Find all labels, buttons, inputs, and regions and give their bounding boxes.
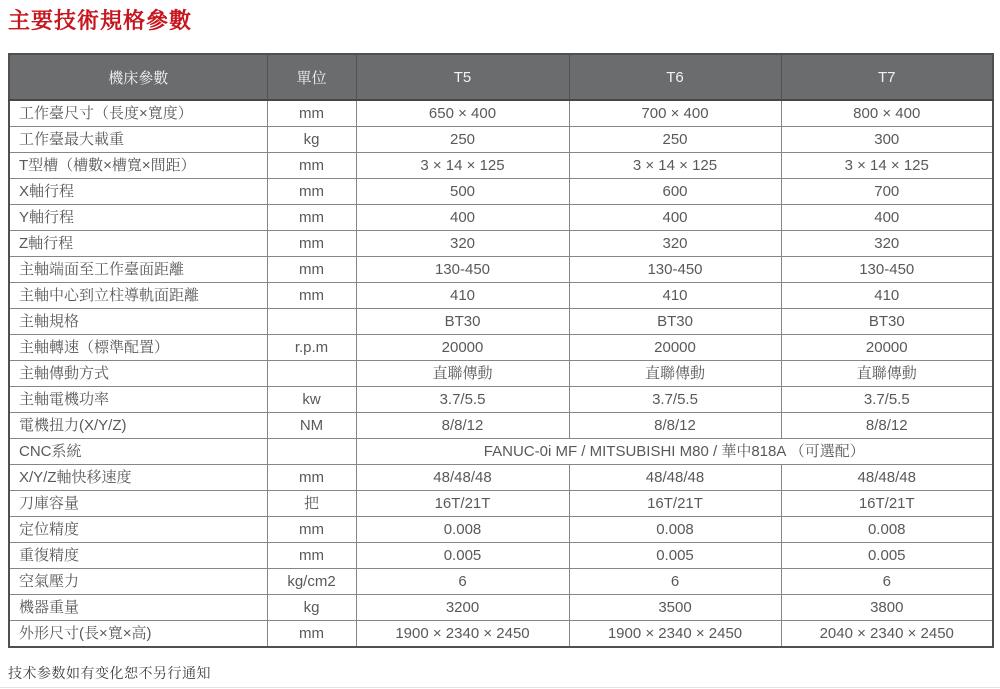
bottom-divider <box>0 687 1000 688</box>
value-cell: 3 × 14 × 125 <box>356 153 569 179</box>
table-row <box>9 517 993 543</box>
value-cell-span: FANUC-0i MF / MITSUBISHI M80 / 華中818A （可選配） <box>356 439 993 465</box>
unit-cell: 把 <box>267 491 356 517</box>
row-label: T型槽（槽數×槽寬×間距） <box>9 153 267 179</box>
value-cell: 130-450 <box>781 257 993 283</box>
unit-cell: kg <box>267 595 356 621</box>
value-cell: 300 <box>781 127 993 153</box>
table-row <box>9 413 993 439</box>
table-row <box>9 309 993 335</box>
row-label: 外形尺寸(長×寬×高) <box>9 621 267 648</box>
value-cell: 3 × 14 × 125 <box>781 153 993 179</box>
value-cell: 20000 <box>781 335 993 361</box>
value-cell: 3200 <box>356 595 569 621</box>
value-cell: 400 <box>569 205 781 231</box>
unit-cell: mm <box>267 153 356 179</box>
value-cell: 6 <box>781 569 993 595</box>
column-header-0: 機床參數 <box>9 54 267 100</box>
row-label: 刀庫容量 <box>9 491 267 517</box>
row-label: X/Y/Z軸快移速度 <box>9 465 267 491</box>
row-label: 機器重量 <box>9 595 267 621</box>
value-cell: 3800 <box>781 595 993 621</box>
value-cell: 320 <box>569 231 781 257</box>
row-label: Z軸行程 <box>9 231 267 257</box>
footnote: 技术参数如有变化恕不另行通知 <box>8 665 211 681</box>
value-cell: 400 <box>781 205 993 231</box>
table-row <box>9 283 993 309</box>
value-cell: BT30 <box>356 309 569 335</box>
unit-cell: NM <box>267 413 356 439</box>
row-label: 主軸電機功率 <box>9 387 267 413</box>
row-label: 工作臺最大載重 <box>9 127 267 153</box>
value-cell: 0.008 <box>781 517 993 543</box>
row-label: 電機扭力(X/Y/Z) <box>9 413 267 439</box>
unit-cell: mm <box>267 100 356 127</box>
value-cell: 0.005 <box>356 543 569 569</box>
column-header-1: 單位 <box>267 54 356 100</box>
table-row <box>9 387 993 413</box>
value-cell: 48/48/48 <box>569 465 781 491</box>
value-cell: 1900 × 2340 × 2450 <box>356 621 569 648</box>
column-header-2: T5 <box>356 54 569 100</box>
row-label: 主軸中心到立柱導軌面距離 <box>9 283 267 309</box>
unit-cell: mm <box>267 283 356 309</box>
value-cell: 0.005 <box>781 543 993 569</box>
unit-cell: mm <box>267 465 356 491</box>
value-cell: 700 × 400 <box>569 100 781 127</box>
table-row <box>9 491 993 517</box>
value-cell: 直聯傳動 <box>569 361 781 387</box>
value-cell: 16T/21T <box>569 491 781 517</box>
row-label: 主軸規格 <box>9 309 267 335</box>
unit-cell <box>267 361 356 387</box>
value-cell: 250 <box>356 127 569 153</box>
row-label: Y軸行程 <box>9 205 267 231</box>
value-cell: 直聯傳動 <box>356 361 569 387</box>
value-cell: 6 <box>356 569 569 595</box>
value-cell: 600 <box>569 179 781 205</box>
value-cell: 6 <box>569 569 781 595</box>
row-label: 空氣壓力 <box>9 569 267 595</box>
unit-cell: mm <box>267 621 356 648</box>
column-header-4: T7 <box>781 54 993 100</box>
value-cell: 0.005 <box>569 543 781 569</box>
table-row <box>9 543 993 569</box>
spec-table-header-row <box>9 54 993 100</box>
spec-table-body <box>9 100 993 647</box>
unit-cell: mm <box>267 231 356 257</box>
spec-table <box>8 53 994 648</box>
table-row <box>9 205 993 231</box>
value-cell: 130-450 <box>356 257 569 283</box>
unit-cell: mm <box>267 257 356 283</box>
row-label: 主軸轉速（標準配置） <box>9 335 267 361</box>
value-cell: 1900 × 2340 × 2450 <box>569 621 781 648</box>
value-cell: 20000 <box>569 335 781 361</box>
value-cell: 700 <box>781 179 993 205</box>
value-cell: 2040 × 2340 × 2450 <box>781 621 993 648</box>
value-cell: 410 <box>569 283 781 309</box>
value-cell: 16T/21T <box>356 491 569 517</box>
table-row <box>9 100 993 127</box>
value-cell: 3.7/5.5 <box>356 387 569 413</box>
value-cell: 直聯傳動 <box>781 361 993 387</box>
unit-cell: mm <box>267 517 356 543</box>
value-cell: 3.7/5.5 <box>781 387 993 413</box>
value-cell: 130-450 <box>569 257 781 283</box>
value-cell: 400 <box>356 205 569 231</box>
value-cell: BT30 <box>569 309 781 335</box>
value-cell: 410 <box>781 283 993 309</box>
value-cell: 8/8/12 <box>356 413 569 439</box>
row-label: X軸行程 <box>9 179 267 205</box>
value-cell: 320 <box>356 231 569 257</box>
value-cell: 250 <box>569 127 781 153</box>
table-row <box>9 257 993 283</box>
table-row <box>9 127 993 153</box>
unit-cell: kw <box>267 387 356 413</box>
value-cell: 16T/21T <box>781 491 993 517</box>
row-label: 重復精度 <box>9 543 267 569</box>
row-label: CNC系統 <box>9 439 267 465</box>
value-cell: 8/8/12 <box>569 413 781 439</box>
page-title: 主要技術規格參數 <box>8 8 193 33</box>
value-cell: 48/48/48 <box>356 465 569 491</box>
row-label: 工作臺尺寸（長度×寬度） <box>9 100 267 127</box>
value-cell: 500 <box>356 179 569 205</box>
value-cell: 410 <box>356 283 569 309</box>
value-cell: 650 × 400 <box>356 100 569 127</box>
table-row <box>9 595 993 621</box>
value-cell: 800 × 400 <box>781 100 993 127</box>
table-row <box>9 153 993 179</box>
table-row <box>9 465 993 491</box>
unit-cell: mm <box>267 543 356 569</box>
table-row <box>9 335 993 361</box>
value-cell: 3.7/5.5 <box>569 387 781 413</box>
unit-cell: r.p.m <box>267 335 356 361</box>
unit-cell: mm <box>267 205 356 231</box>
row-label: 定位精度 <box>9 517 267 543</box>
value-cell: 48/48/48 <box>781 465 993 491</box>
table-row <box>9 439 993 465</box>
unit-cell: mm <box>267 179 356 205</box>
unit-cell: kg/cm2 <box>267 569 356 595</box>
unit-cell <box>267 439 356 465</box>
value-cell: 8/8/12 <box>781 413 993 439</box>
table-row <box>9 569 993 595</box>
value-cell: BT30 <box>781 309 993 335</box>
value-cell: 20000 <box>356 335 569 361</box>
value-cell: 3500 <box>569 595 781 621</box>
column-header-3: T6 <box>569 54 781 100</box>
table-row <box>9 621 993 648</box>
row-label: 主軸傳動方式 <box>9 361 267 387</box>
unit-cell: kg <box>267 127 356 153</box>
value-cell: 0.008 <box>569 517 781 543</box>
row-label: 主軸端面至工作臺面距離 <box>9 257 267 283</box>
value-cell: 320 <box>781 231 993 257</box>
value-cell: 0.008 <box>356 517 569 543</box>
table-row <box>9 361 993 387</box>
value-cell: 3 × 14 × 125 <box>569 153 781 179</box>
unit-cell <box>267 309 356 335</box>
table-row <box>9 231 993 257</box>
table-row <box>9 179 993 205</box>
